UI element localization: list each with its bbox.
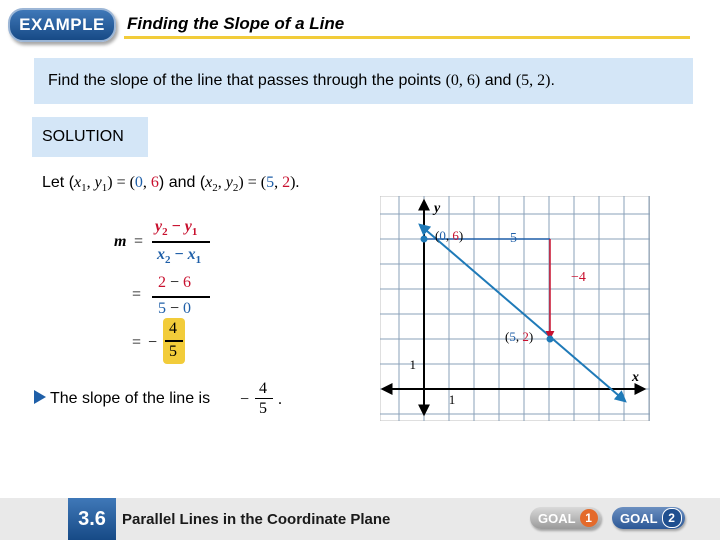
step2-equals: = xyxy=(132,286,142,303)
point1-label: (0, 6) xyxy=(435,228,464,243)
coordinate-graph xyxy=(380,196,650,421)
step2-denominator xyxy=(158,300,191,318)
let-statement: Let ($x_1$, $y_1) = (0$, 6) and ($x_2$, $y_2) = (5$, 2). xyxy=(42,174,300,195)
run-label: 5 xyxy=(510,231,517,246)
step3-numerator: 4 xyxy=(169,320,177,337)
step2-numerator xyxy=(158,274,191,292)
section-title: Parallel Lines in the Coordinate Plane xyxy=(122,511,391,528)
slope-m: m xyxy=(114,233,127,250)
goal2-number: 2 xyxy=(662,508,682,528)
step2-den-b: 0 xyxy=(183,300,192,317)
problem-text: Find the slope of the line that passes through the points xyxy=(48,72,446,89)
num-y1: y xyxy=(184,218,192,235)
num-y2: y xyxy=(155,218,163,235)
point2-label: (5, 2) xyxy=(505,329,534,344)
step3-sign: − xyxy=(148,334,158,351)
num-minus: − xyxy=(171,218,181,235)
step2-num-b: 6 xyxy=(183,274,192,291)
let-y1: y xyxy=(94,174,102,191)
rise-label: −4 xyxy=(571,270,586,285)
let-y2: y xyxy=(225,174,233,191)
den-x2: x xyxy=(157,246,165,263)
section-number: 3.6 xyxy=(68,498,116,540)
conclusion-period: . xyxy=(278,391,282,408)
conclusion-text: The slope of the line is xyxy=(50,390,211,407)
conclusion-sign: − xyxy=(240,391,250,408)
step2-num-minus: − xyxy=(170,274,180,291)
formula-equals: = xyxy=(134,233,144,250)
conclusion-denominator: 5 xyxy=(259,400,267,417)
step2-den-minus: − xyxy=(170,300,180,317)
goal1-button[interactable] xyxy=(530,507,601,529)
point-5-2 xyxy=(547,336,554,343)
solution-label: SOLUTION xyxy=(42,128,124,145)
goal1-label: GOAL xyxy=(538,510,576,526)
let-x2: x xyxy=(205,174,213,191)
formula-denominator xyxy=(157,246,201,266)
step2-fraction-bar xyxy=(152,296,210,298)
let-prefix: Let ( xyxy=(42,174,75,191)
y-axis-label: y xyxy=(434,201,441,216)
let-x1: x xyxy=(74,174,82,191)
goal2-button[interactable] xyxy=(612,507,685,529)
page-title: Finding the Slope of a Line xyxy=(127,14,345,33)
conclusion-fraction-bar xyxy=(255,398,273,399)
let-p1y: 6 xyxy=(150,174,159,191)
formula-numerator xyxy=(155,218,197,238)
let-p1x: 0 xyxy=(134,174,143,191)
let-p2x: 5 xyxy=(266,174,275,191)
conclusion-numerator: 4 xyxy=(259,380,267,397)
x-tick-label: 1 xyxy=(448,392,456,407)
step3-equals: = xyxy=(132,334,142,351)
let-mid2: ) = ( xyxy=(238,174,267,191)
point-0-6 xyxy=(421,236,428,243)
problem-point2: (5, 2) xyxy=(515,72,551,89)
arrow-bullet-icon xyxy=(34,390,46,404)
problem-and: and xyxy=(480,72,516,89)
num-sub2: 2 xyxy=(162,226,168,239)
let-sub1b: 1 xyxy=(101,182,108,195)
let-sub2b: 2 xyxy=(232,182,239,195)
problem-statement xyxy=(48,72,555,90)
example-badge: EXAMPLE xyxy=(8,8,116,42)
problem-point1: (0, 6) xyxy=(445,72,481,89)
let-and: ) and ( xyxy=(158,174,206,191)
den-x1: x xyxy=(187,246,196,263)
step2-den-a: 5 xyxy=(158,300,166,317)
goal2-label: GOAL xyxy=(620,510,658,526)
den-sub2: 2 xyxy=(165,254,171,267)
den-sub1: 1 xyxy=(195,254,202,267)
title-underline xyxy=(124,36,690,39)
problem-period: . xyxy=(550,72,555,89)
goal1-number: 1 xyxy=(580,509,598,527)
let-sub1: 1 xyxy=(81,182,87,195)
x-axis-label: x xyxy=(632,370,639,385)
formula-fraction-bar xyxy=(152,241,210,243)
let-mid1: ) = ( xyxy=(107,174,135,191)
y-tick-label: 1 xyxy=(409,357,416,372)
num-sub1: 1 xyxy=(191,226,198,239)
step3-fraction-bar xyxy=(165,340,183,342)
let-end: ). xyxy=(290,174,300,191)
conclusion xyxy=(34,390,210,408)
let-p2y: 2 xyxy=(282,174,291,191)
let-sub2: 2 xyxy=(212,182,218,195)
step3-denominator: 5 xyxy=(169,343,177,360)
step2-num-a: 2 xyxy=(158,274,166,291)
den-minus: − xyxy=(174,246,184,263)
